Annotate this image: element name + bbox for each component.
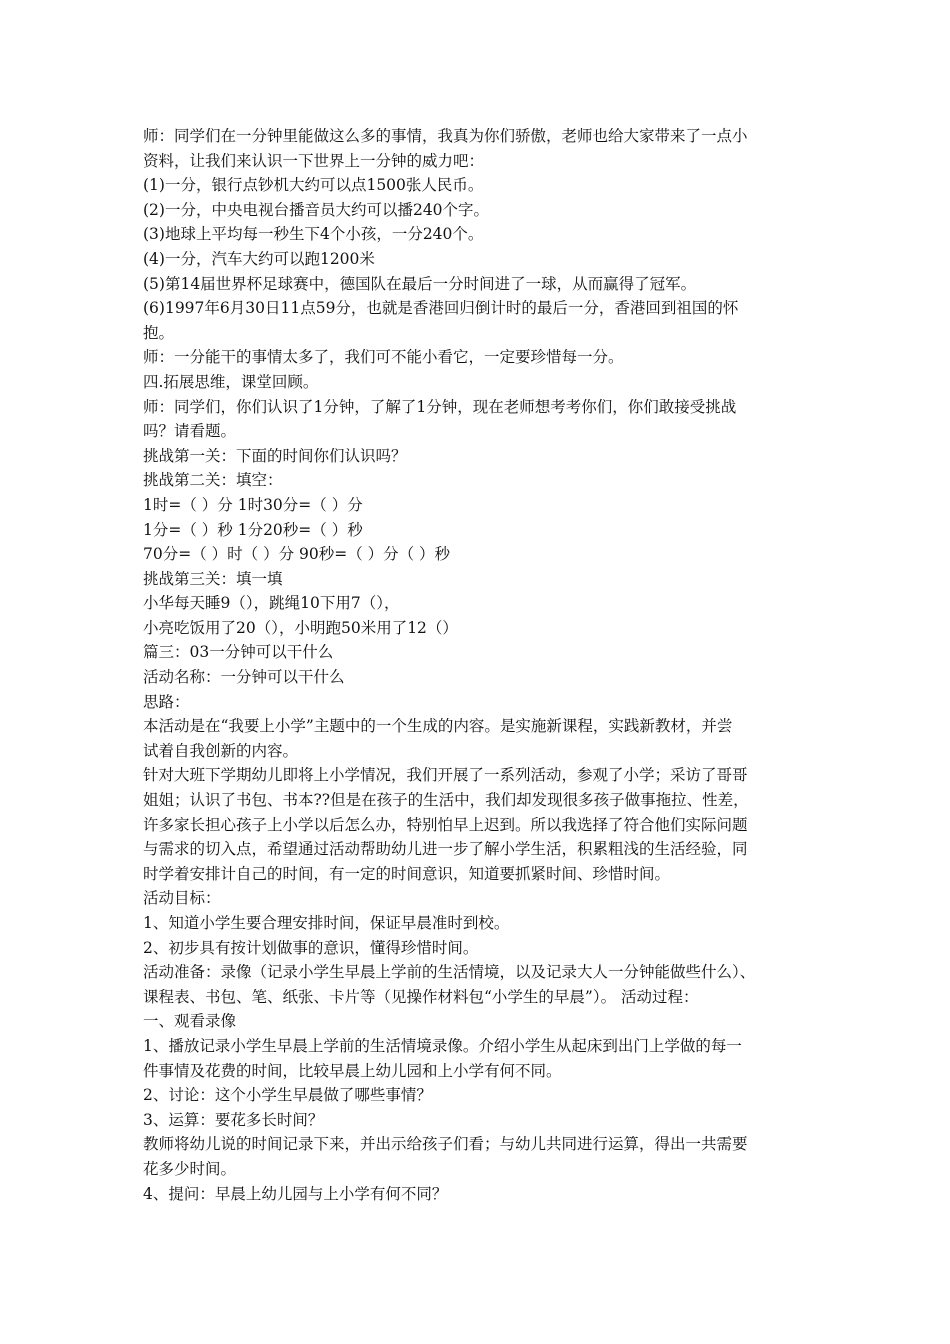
text-line: (5)第14届世界杯足球赛中，德国队在最后一分时间进了一球，从而赢得了冠军。: [143, 274, 697, 293]
text-line: 小华每天睡9（），跳绳10下用7（），: [143, 594, 400, 613]
text-line: 一、观看录像: [143, 1012, 237, 1031]
text-line: 小亮吃饭用了20（），小明跑50米用了12（）: [143, 618, 458, 637]
text-line: 1分=（ ）秒 1分20秒=（ ）秒: [143, 520, 363, 539]
text-line: 1时=（ ）分 1时30分=（ ）分: [143, 495, 363, 514]
text-line: 挑战第一关：下面的时间你们认识吗？: [143, 446, 407, 465]
text-line: 本活动是在“我要上小学”主题中的一个生成的内容。是实施新课程，实践新教材，并尝: [143, 717, 733, 736]
text-line: 抱。: [143, 323, 175, 342]
text-line: 挑战第二关：填空：: [143, 471, 283, 490]
text-line: (4)一分，汽车大约可以跑1200米: [143, 249, 375, 268]
text-line: 师：一分能干的事情太多了，我们可不能小看它，一定要珍惜每一分。: [143, 348, 624, 367]
text-line: 篇三：03一分钟可以干什么: [143, 643, 334, 662]
text-line: 课程表、书包、笔、纸张、卡片等（见操作材料包“小学生的早晨”）。 活动过程：: [143, 987, 699, 1006]
text-line: 姐姐；认识了书包、书本??但是在孩子的生活中，我们却发现很多孩子做事拖拉、性差，: [143, 791, 749, 810]
text-line: 1、播放记录小学生早晨上学前的生活情境录像。介绍小学生从起床到出门上学做的每一: [143, 1036, 742, 1055]
text-line: 师：同学们在一分钟里能做这么多的事情，我真为你们骄傲，老师也给大家带来了一点小: [143, 127, 748, 145]
text-line: (3)地球上平均每一秒生下4个小孩，一分240个。: [143, 225, 484, 244]
text-line: 师：同学们，你们认识了1分钟，了解了1分钟，现在老师想考考你们，你们敢接受挑战: [143, 397, 737, 416]
document-body: [143, 124, 811, 1206]
text-line: 70分=（ ）时（ ）分 90秒=（ ）分（ ）秒: [143, 545, 451, 564]
text-line: 许多家长担心孩子上小学以后怎么办，特别怕早上迟到。所以我选择了符合他们实际问题: [143, 815, 748, 834]
text-line: 3、运算：要花多长时间？: [143, 1110, 324, 1129]
text-line: (1)一分，银行点钞机大约可以点1500张人民币。: [143, 176, 484, 195]
text-line: 思路：: [143, 692, 190, 711]
text-line: 与需求的切入点，希望通过活动帮助幼儿进一步了解小学生活，积累粗浅的生活经验，同: [143, 840, 748, 859]
text-line: 四.拓展思维，课堂回顾。: [143, 372, 319, 391]
text-line: (6)1997年6月30日11点59分，也就是香港回归倒计时的最后一分，香港回到祖国的怀: [143, 299, 739, 318]
text-line: 花多少时间。: [143, 1159, 237, 1178]
text-line: 件事情及花费的时间，比较早晨上幼儿园和上小学有何不同。: [143, 1061, 562, 1080]
text-line: 活动准备：录像（记录小学生早晨上学前的生活情境，以及记录大人一分钟能做些什么）、: [143, 963, 756, 982]
text-line: 吗？请看题。: [143, 422, 237, 441]
text-line: 2、初步具有按计划做事的意识，懂得珍惜时间。: [143, 938, 479, 957]
text-line: (2)一分，中央电视台播音员大约可以播240个字。: [143, 200, 490, 219]
text-line: 时学着安排计自己的时间，有一定的时间意识，知道要抓紧时间、珍惜时间。: [143, 864, 671, 883]
text-line: 4、提问：早晨上幼儿园与上小学有何不同？: [143, 1184, 448, 1203]
text-line: 资料，让我们来认识一下世界上一分钟的威力吧：: [143, 151, 485, 170]
text-line: 活动名称：一分钟可以干什么: [143, 668, 345, 687]
text-line: 针对大班下学期幼儿即将上小学情况，我们开展了一系列活动，参观了小学；采访了哥哥: [143, 766, 748, 785]
text-line: 挑战第三关：填一填: [143, 569, 283, 588]
text-line: 试着自我创新的内容。: [143, 741, 299, 760]
text-line: 2、讨论：这个小学生早晨做了哪些事情？: [143, 1086, 432, 1105]
text-line: 1、知道小学生要合理安排时间，保证早晨准时到校。: [143, 914, 510, 932]
text-line: 活动目标：: [143, 889, 221, 908]
text-line: 教师将幼儿说的时间记录下来，并出示给孩子们看；与幼儿共同进行运算，得出一共需要: [143, 1135, 748, 1154]
